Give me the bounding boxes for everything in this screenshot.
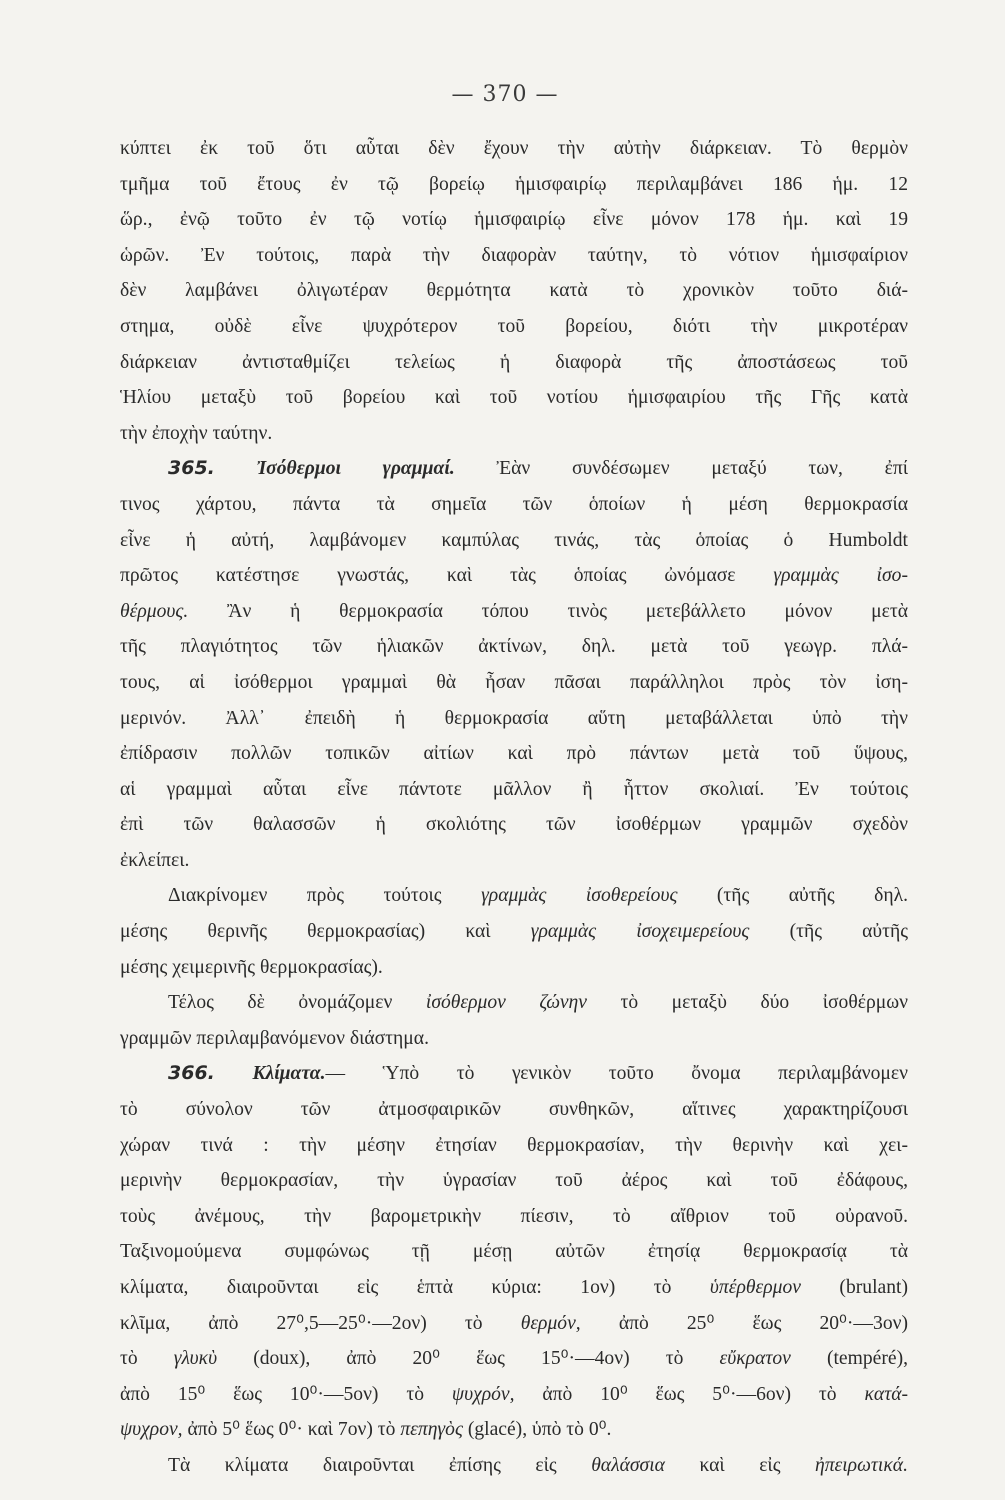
text-line: Ἡλίου μεταξὺ τοῦ βορείου καὶ τοῦ νοτίου ἡμισφαιρίου τῆς Γῆς κατὰ [120,387,908,409]
text-span: κλίματα, διαιροῦνται εἰς ἑπτὰ κύρια: 1ον) τὸ [120,1277,672,1298]
term-italic: θαλάσσια [591,1454,665,1476]
section-365-heading-line [120,451,908,487]
text-span: κλῖμα, ἀπὸ 27⁰,5—25⁰·—2ον) τὸ [120,1312,483,1334]
term-italic: ἰσόθερμον ζώνην [425,992,587,1014]
text-span: (glacé), ὑπὸ τὸ 0⁰. [467,1419,612,1441]
text-line: τοὺς ἀνέμους, τὴν βαρομετρικὴν πίεσιν, τὸ αἴθριον τοῦ οὐρανοῦ. [120,1205,908,1227]
text-span: ἀπὸ 15⁰ ἕως 10⁰·—5ον) τὸ [120,1383,425,1405]
text-line: τῆς πλαγιότητος τῶν ἡλιακῶν ἀκτίνων, δηλ. μετὰ τοῦ γεωγρ. πλά- [120,636,908,658]
text-line [120,914,908,950]
text-line: τους, αἱ ἰσόθερμοι γραμμαὶ θὰ ἦσαν πᾶσαι παράλληλοι πρὸς τὸν ἰση- [120,671,908,693]
section-number: 366. [168,1062,215,1085]
text-line [120,1306,908,1342]
text-line: μερινὴν θερμοκρασίαν, τὴν ὑγρασίαν τοῦ ἀέρος καὶ τοῦ ἐδάφους, [120,1170,908,1192]
text-line: αἱ γραμμαὶ αὗται εἶνε πάντοτε μᾶλλον ἢ ἧττον σκολιαί. Ἐν τούτοις [120,778,908,800]
body-text [120,131,908,1484]
text-span: (τῆς αὐτῆς [789,921,908,943]
text-span: πρῶτος κατέστησε γνωστάς, καὶ τὰς ὁποίας ὠνόμασε [120,565,736,587]
text-line: τὴν ἐποχὴν ταύτην. [120,422,273,444]
term-italic: γραμμὰς ἰσοχειμερείους [530,921,750,943]
text-line: γραμμῶν περιλαμβανόμενον διάστημα. [120,1027,429,1049]
text-span: Τὰ κλίματα διαιροῦνται ἐπίσης εἰς [168,1454,557,1476]
text-span: Ἂν ἡ θερμοκρασία τόπου τινὸς μετεβάλλετο μόνον μετὰ [227,600,908,622]
text-line: κύπτει ἐκ τοῦ ὅτι αὗται δὲν ἔχουν τὴν αὐτὴν διάρκειαν. Τὸ θερμὸν [120,138,908,159]
text-span: Ἐὰν συνδέσωμεν μεταξύ των, ἐπί [496,458,909,480]
text-span: — Ὑπὸ τὸ γενικὸν τοῦτο ὄνομα περιλαμβάνομεν [325,1063,908,1085]
text-span: καὶ εἰς [699,1454,781,1476]
text-line: τὸ σύνολον τῶν ἀτμοσφαιρικῶν συνθηκῶν, αἵτινες χαρακτηρίζουσι [120,1099,908,1121]
text-line: ὥρ., ἐνῷ τοῦτο ἐν τῷ νοτίῳ ἡμισφαιρίῳ εἶνε μόνον 178 ἡμ. καὶ 19 [120,209,908,231]
term-italic: γραμμὰς ἰσοθερείους [481,885,678,907]
text-line: μέσης χειμερινῆς θερμοκρασίας). [120,956,383,978]
text-line [120,594,908,630]
text-span: τὸ [120,1348,138,1370]
text-span: (τῆς αὐτῆς δηλ. [716,885,908,907]
text-span: μέσης θερινῆς θερμοκρασίας) καὶ [120,921,491,943]
text-line: τμῆμα τοῦ ἔτους ἐν τῷ βορείῳ ἡμισφαιρίῳ περιλαμβάνει 186 ἡμ. 12 [120,173,908,195]
text-line [120,1341,908,1377]
text-line: διάρκειαν ἀντισταθμίζει τελείως ἡ διαφορὰ τῆς ἀποστάσεως τοῦ [120,351,908,373]
text-span: ἀπὸ 10⁰ ἕως 5⁰·—6ον) τὸ [542,1383,837,1405]
text-span: (tempéré), [826,1348,909,1370]
section-366-heading-line [120,1056,908,1092]
text-span: Τέλος δὲ ὀνομάζομεν [168,992,393,1014]
text-span: τὸ μεταξὺ δύο ἰσοθέρμων [620,992,909,1014]
term-italic: πεπηγὸς [400,1419,463,1441]
term-italic: κατά- [864,1383,909,1405]
term-italic: γραμμὰς ἰσο- [773,565,908,587]
term-italic: θέρμους. [120,600,189,622]
text-line: χώραν τινά : τὴν μέσην ἐτησίαν θερμοκρασίαν, τὴν θερινὴν καὶ χει- [120,1134,908,1156]
section-title: Κλίματα. [252,1063,326,1085]
text-line: ὡρῶν. Ἐν τούτοις, παρὰ τὴν διαφορὰν ταύτην, τὸ νότιον ἡμισφαίριον [120,244,908,266]
text-line [120,1377,908,1413]
text-line: ἐπὶ τῶν θαλασσῶν ἡ σκολιότης τῶν ἰσοθέρμων γραμμῶν σχεδὸν [120,814,908,836]
text-span: ἀπὸ 5⁰ ἕως 0⁰· καὶ 7ον) τὸ [187,1419,396,1441]
text-line: ἐπίδρασιν πολλῶν τοπικῶν αἰτίων καὶ πρὸ πάντων μετὰ τοῦ ὕψους, [120,743,908,765]
text-line [120,1270,908,1306]
text-line [120,558,908,594]
text-line: ἐκλείπει. [120,849,190,871]
term-italic: ὑπέρθερμον [709,1277,801,1298]
text-line: τινος χάρτου, πάντα τὰ σημεῖα τῶν ὁποίων ἡ μέση θερμοκρασία [120,493,908,515]
page-number: — 370 — [451,82,559,107]
text-line [120,878,908,914]
term-italic: εὔκρατον [719,1348,791,1370]
term-italic: γλυκὺ [173,1348,218,1370]
text-line: δὲν λαμβάνει ὀλιγωτέραν θερμότητα κατὰ τὸ χρονικὸν τοῦτο διά- [120,280,908,302]
term-italic: ψυχρον, [120,1419,183,1441]
text-line [120,1412,908,1448]
term-italic: ἠπειρωτικά. [814,1454,908,1476]
text-span: (doux), ἀπὸ 20⁰ ἕως 15⁰·—4ον) τὸ [253,1348,684,1370]
text-line: Ταξινομούμενα συμφώνως τῇ μέσῃ αὐτῶν ἐτησίᾳ θερμοκρασίᾳ τὰ [120,1241,908,1263]
text-span: ἀπὸ 25⁰ ἕως 20⁰·—3ον) [618,1312,908,1334]
text-line: μερινόν. Ἀλλ᾽ ἐπειδὴ ἡ θερμοκρασία αὕτη μεταβάλλεται ὑπὸ τὴν [120,707,908,729]
term-italic: ψυχρόν, [451,1383,515,1405]
text-line [120,985,908,1021]
text-line: στημα, οὐδὲ εἶνε ψυχρότερον τοῦ βορείου, διότι τὴν μικροτέραν [120,315,908,337]
section-title: Ἰσόθερμοι γραμμαί. [256,458,455,480]
text-span: (brulant) [839,1277,908,1298]
section-number: 365. [168,457,215,480]
term-italic: θερμόν, [520,1312,581,1334]
text-line: εἶνε ἡ αὐτή, λαμβάνομεν καμπύλας τινάς, τὰς ὁποίας ὁ Humboldt [120,529,908,551]
text-span: Διακρίνομεν πρὸς τούτοις [168,885,442,907]
text-line [120,1448,908,1484]
